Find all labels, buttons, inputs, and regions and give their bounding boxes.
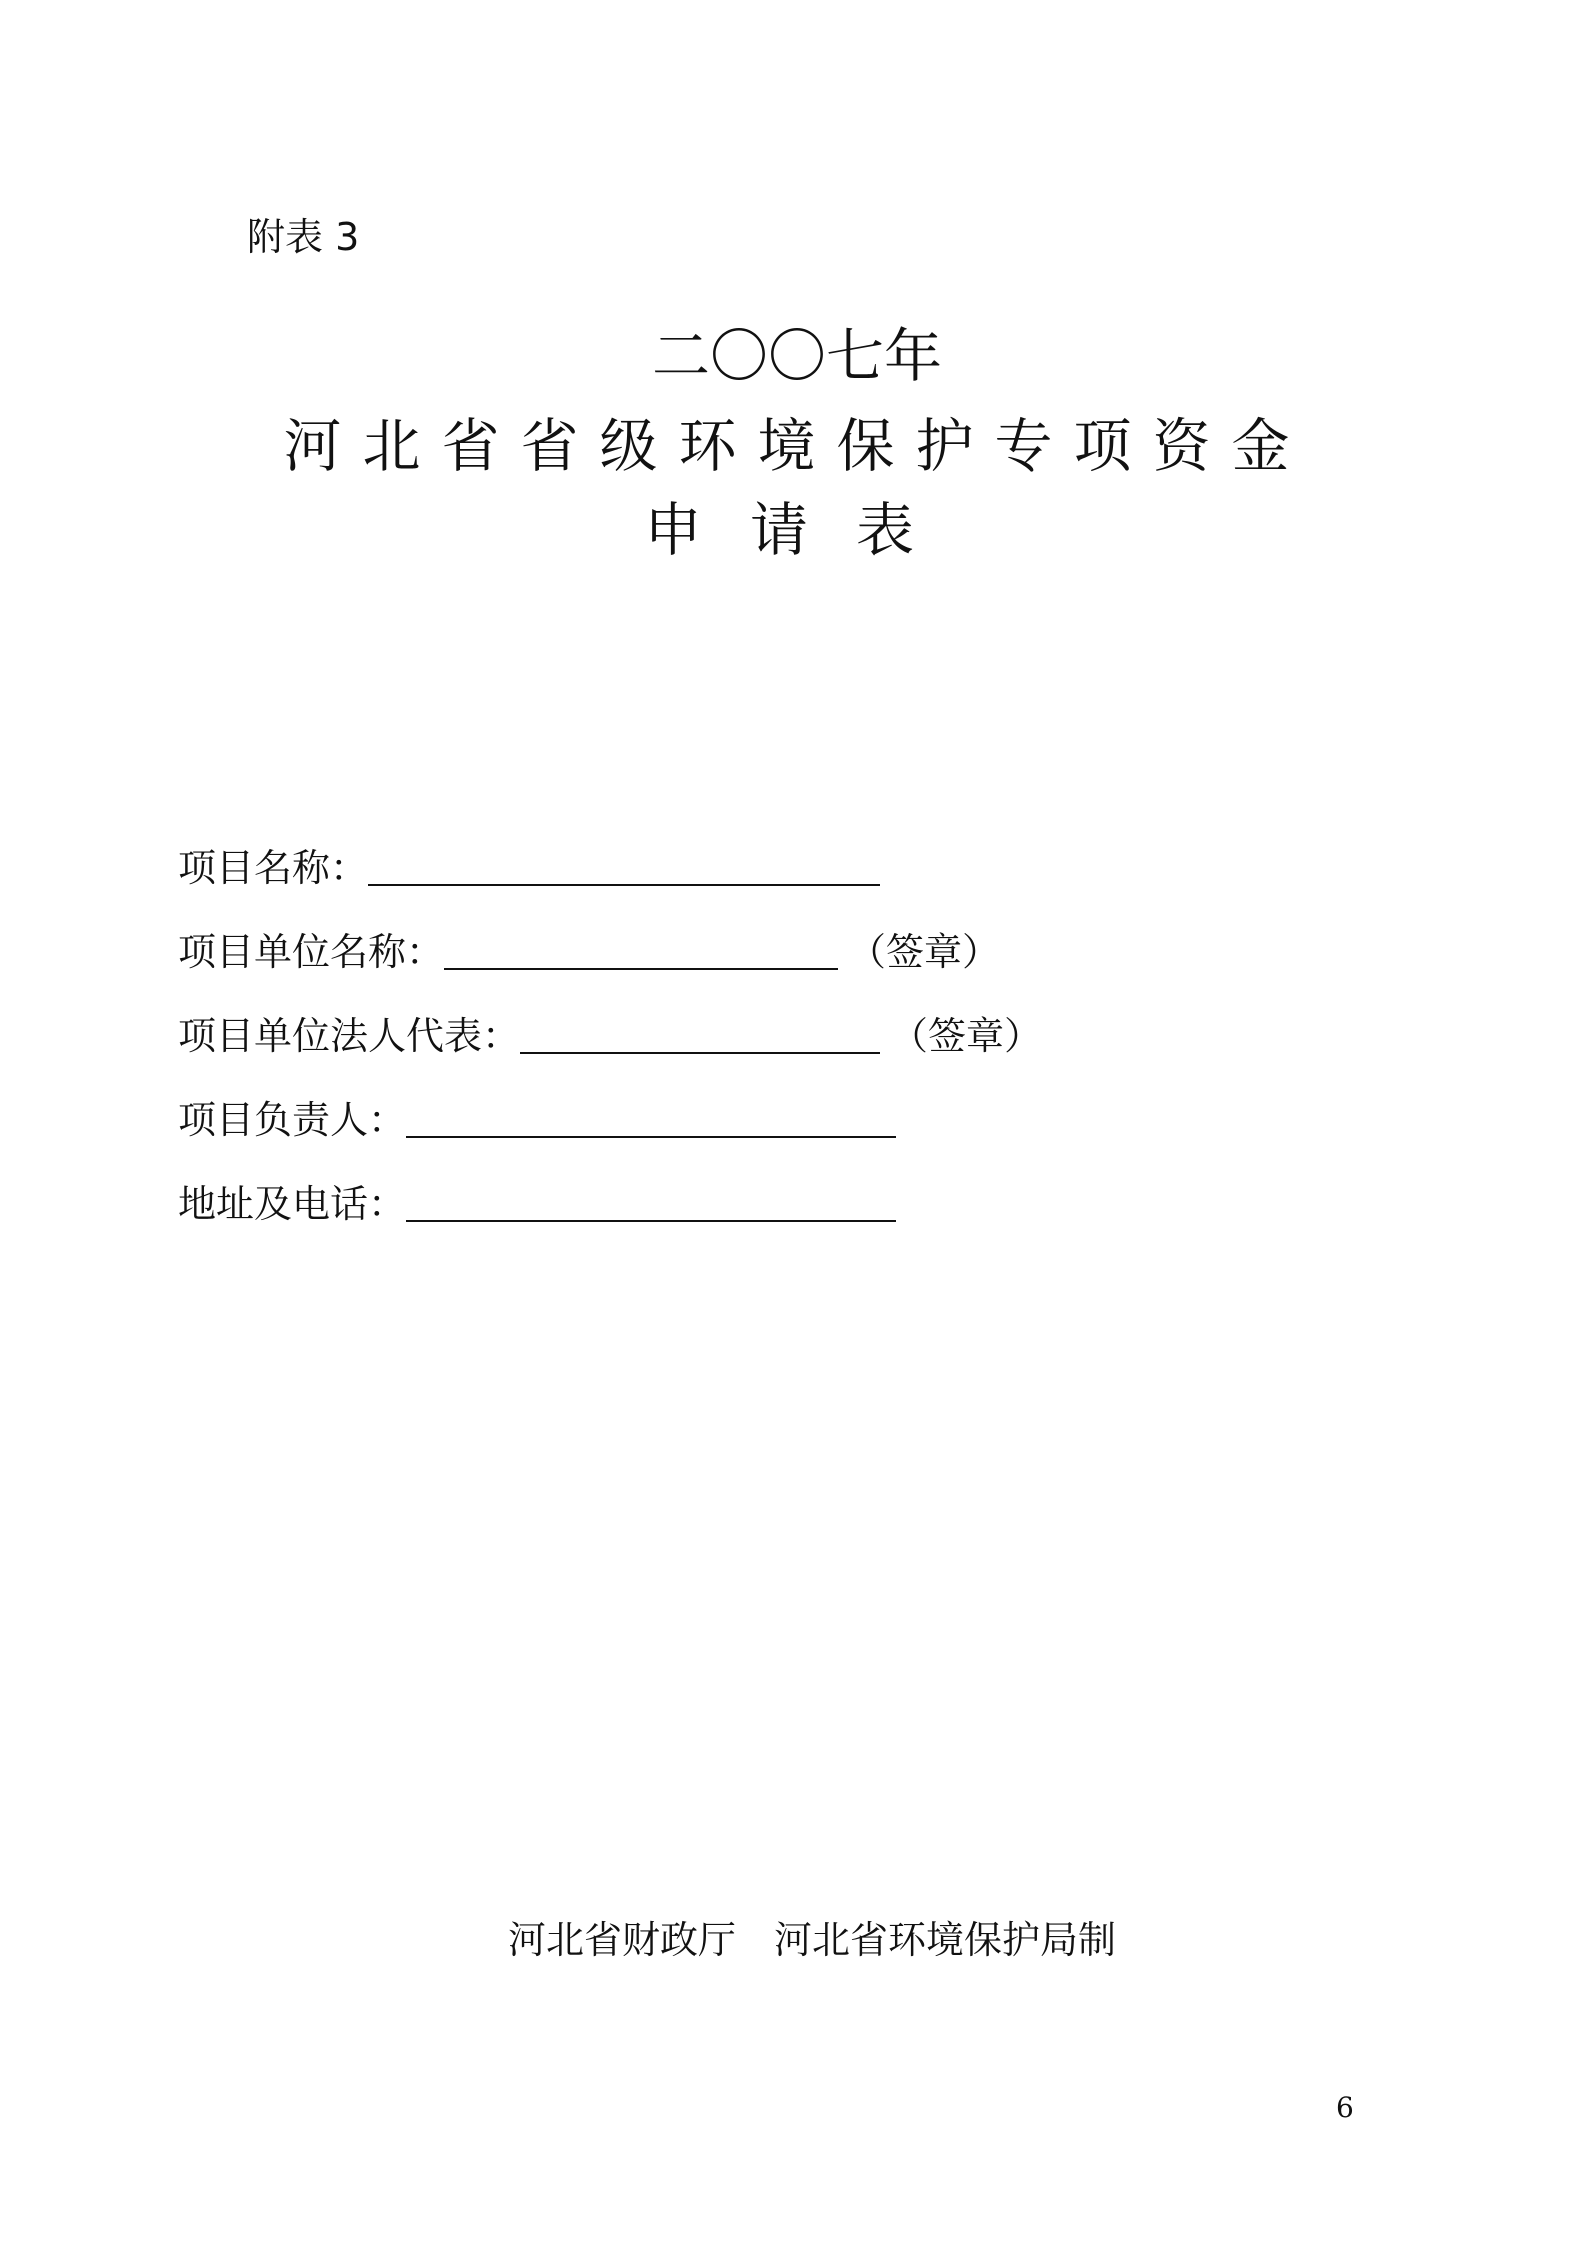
issuer-line: 河北省财政厅 河北省环境保护局制	[507, 1918, 1116, 1962]
form-row-project-leader	[178, 1062, 1042, 1146]
project-leader-field[interactable]	[406, 1096, 896, 1138]
form-row-legal-representative	[178, 978, 1042, 1062]
attachment-label: 附表 3	[247, 215, 360, 259]
project-unit-field[interactable]	[444, 928, 838, 970]
address-phone-label: 地址及电话：	[178, 1182, 407, 1226]
form-row-address-phone	[178, 1146, 1042, 1230]
page-number: 6	[1336, 2091, 1354, 2124]
title-year: 二〇〇七年	[651, 322, 942, 390]
project-leader-label: 项目负责人：	[178, 1098, 407, 1142]
project-unit-seal-note: （签章）	[848, 930, 1001, 974]
legal-representative-seal-note: （签章）	[890, 1014, 1043, 1058]
application-form	[178, 810, 1042, 1230]
form-row-project-unit	[178, 894, 1042, 978]
address-phone-field[interactable]	[406, 1180, 896, 1222]
project-name-label: 项目名称：	[178, 846, 369, 890]
title-fund-name: 河北省省级环境保护专项资金	[283, 412, 1311, 480]
project-name-field[interactable]	[368, 844, 880, 886]
legal-representative-field[interactable]	[520, 1012, 880, 1054]
legal-representative-label: 项目单位法人代表：	[178, 1014, 521, 1058]
form-row-project-name	[178, 810, 1042, 894]
title-form-name: 申请表	[643, 496, 962, 564]
project-unit-label: 项目单位名称：	[178, 930, 445, 974]
